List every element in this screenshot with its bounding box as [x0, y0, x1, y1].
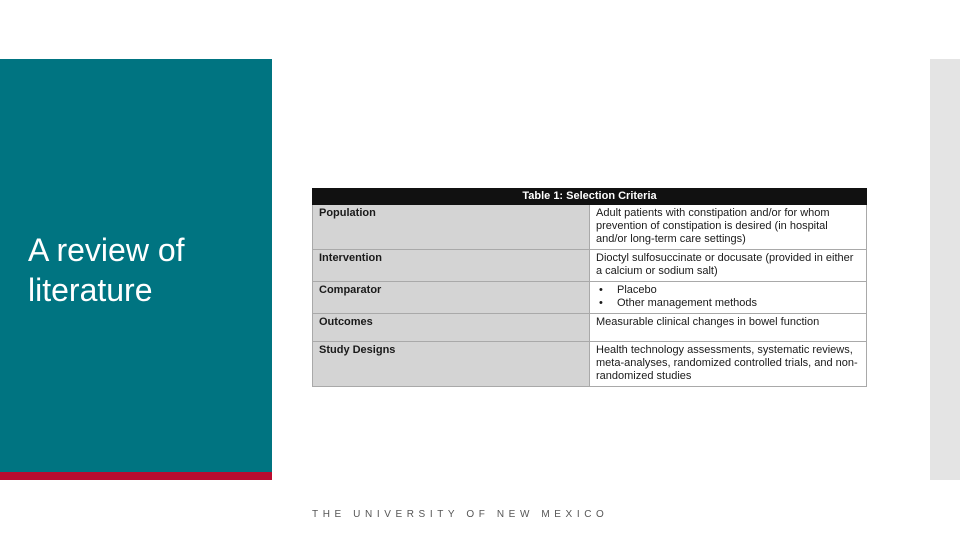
- list-item: [596, 284, 861, 297]
- table-row: [313, 250, 867, 282]
- row-label: Population: [313, 205, 590, 250]
- selection-criteria-table: [312, 188, 867, 387]
- row-text: Dioctyl sulfosuccinate or docusate (provided in either a calcium or sodium salt): [590, 250, 867, 282]
- footer-university-name: THE UNIVERSITY OF NEW MEXICO: [312, 509, 609, 520]
- row-text: Health technology assessments, systematic reviews, meta-analyses, randomized controlled trials, and non-randomized studies: [590, 342, 867, 387]
- table-row: [313, 282, 867, 314]
- table-row: [313, 205, 867, 250]
- table-caption: Table 1: Selection Criteria: [313, 189, 867, 205]
- row-label: Comparator: [313, 282, 590, 314]
- side-gray-bar: [930, 59, 960, 480]
- selection-criteria-table-image: [312, 188, 867, 387]
- accent-bar: [0, 472, 272, 480]
- table-row: [313, 314, 867, 342]
- row-label: Intervention: [313, 250, 590, 282]
- list-item: [596, 297, 861, 310]
- row-label: Study Designs: [313, 342, 590, 387]
- row-label: Outcomes: [313, 314, 590, 342]
- row-text: Adult patients with constipation and/or for whom prevention of constipation is desired (in hospital and/or long-term care settings): [590, 205, 867, 250]
- row-text: Measurable clinical changes in bowel function: [590, 314, 867, 342]
- slide-title: A review of literature: [28, 232, 185, 308]
- comparator-list: [596, 284, 861, 310]
- list-item-text: Placebo: [617, 284, 657, 296]
- table-row: [313, 342, 867, 387]
- bullet-icon: •: [599, 297, 603, 309]
- list-item-text: Other management methods: [617, 297, 758, 309]
- row-bullets: [590, 282, 867, 314]
- bullet-icon: •: [599, 284, 603, 296]
